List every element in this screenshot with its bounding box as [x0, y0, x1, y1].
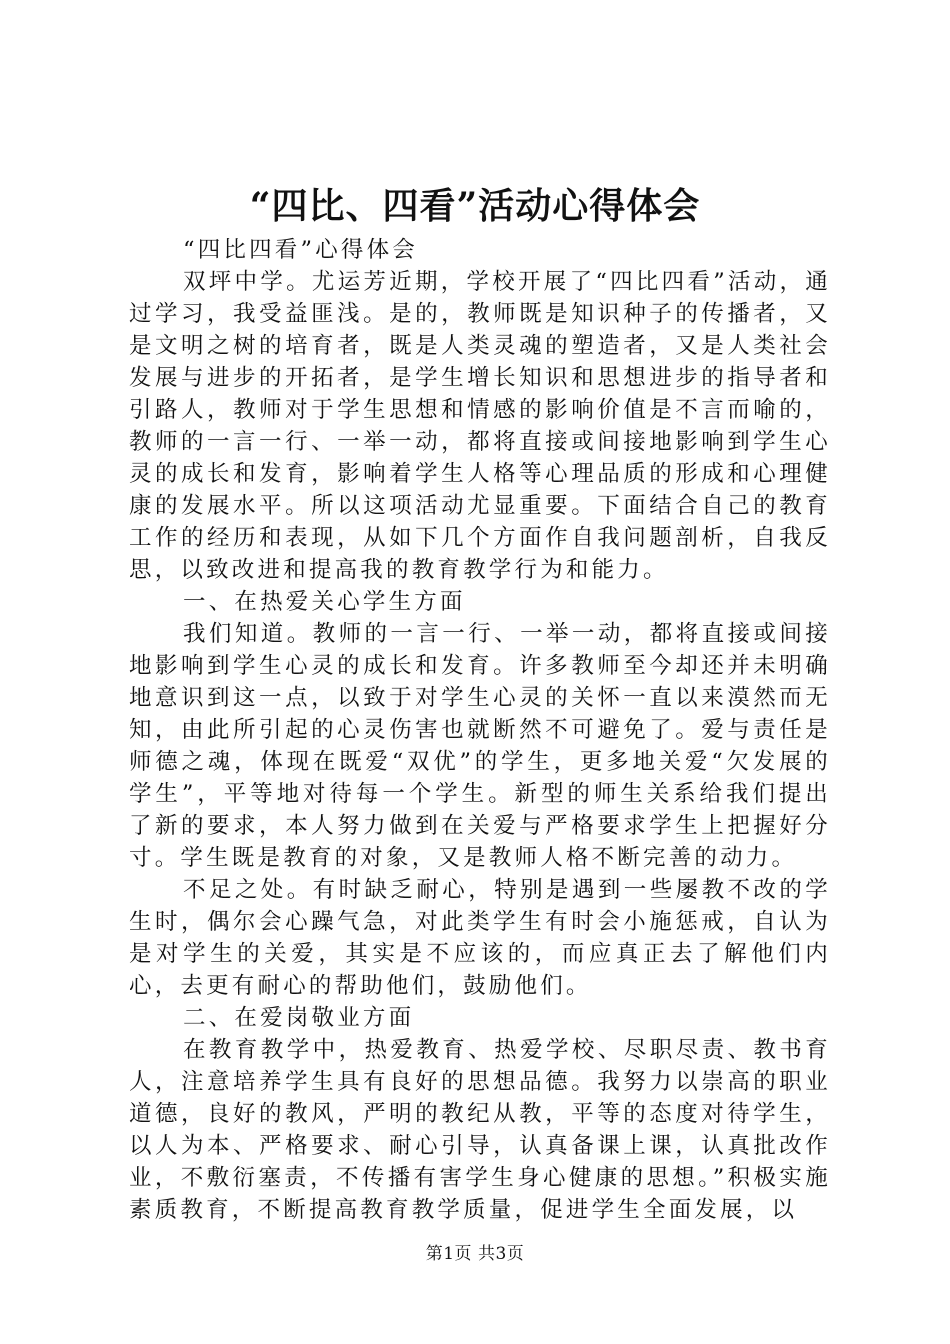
document-title: “四比、四看”活动心得体会	[249, 185, 701, 227]
section-heading-2: 二、在爱岗敬业方面	[183, 1005, 415, 1031]
section-2-paragraph: 在教育教学中，热爱教育、热爱学校、尽职尽责、教书育人，注意培养学生具有良好的思想品德。我努力以崇高的职业道德，良好的教风，严明的教纪从教，平等的态度对待学生，以人为本、严格要求、耐心引导，认真备课上课，认真批改作业，不敷衍塞责，不传播有害学生身心健康的思想。”积极实施素质教育，不断提高教育教学质量，促进学生全面发展，以	[129, 1037, 831, 1223]
intro-paragraph: 双坪中学。尤运芳近期，学校开展了“四比四看”活动，通过学习，我受益匪浅。是的，教师既是知识种子的传播者，又是文明之树的培育者，既是人类灵魂的塑造者，又是人类社会发展与进步的开拓者，是学生增长知识和思想进步的指导者和引路人，教师对于学生思想和情感的影响价值是不言而喻的，教师的一言一行、一举一动，都将直接或间接地影响到学生心灵的成长和发育，影响着学生人格等心理品质的形成和心理健康的发展水平。所以这项活动尤显重要。下面结合自己的教育工作的经历和表现，从如下几个方面作自我问题剖析，自我反思，以致改进和提高我的教育教学行为和能力。	[129, 269, 831, 583]
shortcomings-paragraph: 不足之处。有时缺乏耐心，特别是遇到一些屡教不改的学生时，偶尔会心躁气急，对此类学生有时会小施惩戒，自认为是对学生的关爱，其实是不应该的，而应真正去了解他们内心，去更有耐心的帮助他们，鼓励他们。	[129, 877, 831, 999]
subtitle-paragraph: “四比四看”心得体会	[183, 237, 419, 263]
document-body	[129, 234, 831, 1226]
section-heading-1: 一、在热爱关心学生方面	[183, 589, 466, 615]
section-1-paragraph: 我们知道。教师的一言一行、一举一动，都将直接或间接地影响到学生心灵的成长和发育。许多教师至今却还并未明确地意识到这一点，以致于对学生心灵的关怀一直以来漠然而无知，由此所引起的心灵伤害也就断然不可避免了。爱与责任是师德之魂，体现在既爱“双优”的学生，更多地关爱“欠发展的学生”，平等地对待每一个学生。新型的师生关系给我们提出了新的要求，本人努力做到在关爱与严格要求学生上把握好分寸。学生既是教育的对象，又是教师人格不断完善的动力。	[129, 621, 831, 871]
page-number-footer: 第1页 共3页	[425, 1244, 525, 1264]
